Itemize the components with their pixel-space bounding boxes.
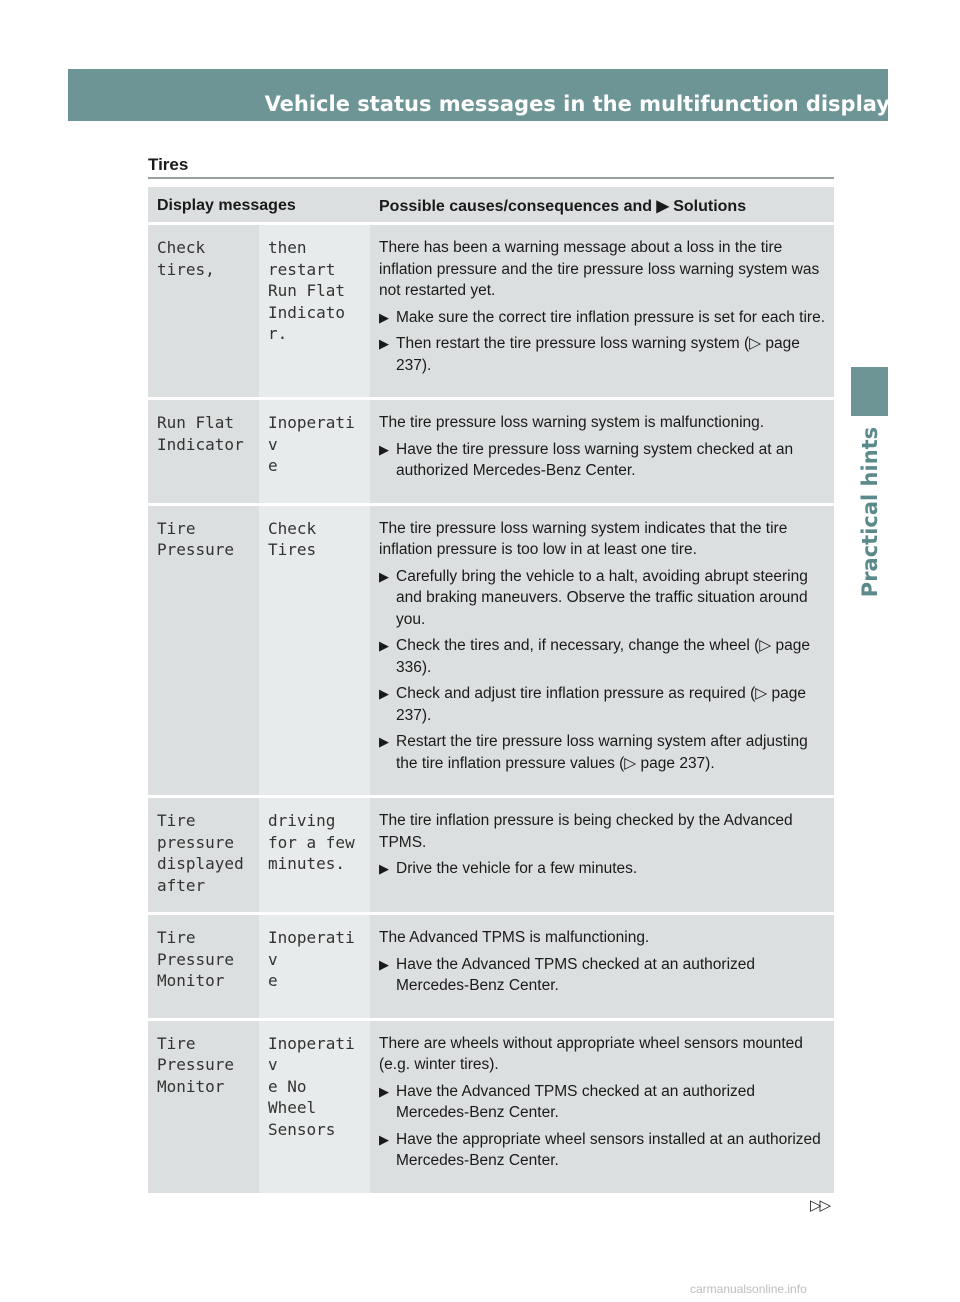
step-arrow-icon: ▶: [379, 861, 389, 876]
causes-solutions-cell: [370, 1019, 834, 1194]
display-message-text: Tire pressure displayed after: [157, 811, 244, 895]
side-section-label: [852, 424, 888, 599]
solution-step: [379, 439, 828, 482]
solution-step: [379, 566, 828, 631]
cause-text: There are wheels without appropriate wheel sensors mounted (e.g. winter tires).: [379, 1034, 803, 1073]
solution-step-text: Have the appropriate wheel sensors installed at an authorized Mercedes-Benz Center.: [396, 1130, 821, 1169]
step-arrow-icon: ▶: [379, 309, 389, 325]
display-message-line2: [259, 914, 370, 1020]
header-causes-solutions: Possible causes/consequences and ▶ Solutions: [370, 187, 834, 224]
step-arrow-icon: ▶: [379, 336, 389, 351]
continue-arrows-icon: ▷▷: [810, 1197, 830, 1214]
chapter-title: Vehicle status messages in the multifunction display: [264, 92, 890, 116]
display-message-text: driving for a few minutes.: [268, 811, 355, 873]
solution-step-text: Check the tires and, if necessary, change the wheel (▷ page 336).: [396, 637, 811, 676]
cause-text: The tire inflation pressure is being checked by the Advanced TPMS.: [379, 812, 793, 851]
display-message-text: Check Tires: [268, 518, 317, 559]
section-rule: [148, 177, 834, 179]
causes-solutions-cell: [370, 224, 834, 399]
solution-step: [379, 333, 828, 376]
causes-solutions-cell: [370, 399, 834, 505]
header-display-messages: Display messages: [148, 187, 370, 224]
step-arrow-icon: ▶: [379, 1131, 389, 1147]
watermark: carmanualsonline.info: [690, 1282, 807, 1296]
display-message-line1: [148, 399, 259, 505]
display-message-text: Tire Pressure Monitor: [157, 928, 235, 990]
display-message-line1: [148, 1019, 259, 1194]
causes-solutions-cell: [370, 914, 834, 1020]
display-message-text: Run Flat Indicator: [157, 413, 244, 454]
solution-step: [379, 635, 828, 678]
page-number: 297: [908, 92, 952, 116]
solution-step-text: Check and adjust tire inflation pressure as required (▷ page 237).: [396, 685, 806, 724]
solution-step-text: Drive the vehicle for a few minutes.: [396, 860, 638, 877]
causes-solutions-cell: [370, 797, 834, 914]
causes-solutions-cell: [370, 504, 834, 797]
display-message-line1: [148, 224, 259, 399]
table-row: [148, 504, 834, 797]
display-message-text: Inoperativ e No Wheel Sensors: [268, 1033, 355, 1139]
table-row: [148, 797, 834, 914]
cause-text: There has been a warning message about a loss in the tire inflation pressure and the tire pressure loss warning system was not restarted yet.: [379, 239, 820, 299]
solution-step: [379, 858, 828, 880]
solution-step-text: Have the Advanced TPMS checked at an authorized Mercedes-Benz Center.: [396, 955, 756, 994]
display-message-text: Inoperativ e: [268, 413, 355, 475]
step-arrow-icon: ▶: [379, 734, 389, 749]
display-message-line2: [259, 797, 370, 914]
display-message-line2: [259, 399, 370, 505]
table-row: [148, 224, 834, 399]
section-title: Tires: [148, 155, 189, 174]
solution-step: [379, 954, 828, 997]
cause-text: The tire pressure loss warning system indicates that the tire inflation pressure is too low in at least one tire.: [379, 519, 788, 558]
step-arrow-icon: ▶: [379, 1083, 389, 1099]
table-row: [148, 914, 834, 1020]
step-arrow-icon: ▶: [379, 638, 389, 653]
display-message-line2: [259, 504, 370, 797]
display-message-text: Tire Pressure Monitor: [157, 1033, 235, 1096]
side-tab-marker: [851, 367, 888, 416]
display-message-line1: [148, 504, 259, 797]
display-message-line2: [259, 224, 370, 399]
step-arrow-icon: ▶: [379, 686, 389, 701]
step-arrow-icon: ▶: [379, 568, 389, 584]
display-message-text: then restart Run Flat Indicator.: [268, 238, 346, 343]
display-message-line1: [148, 797, 259, 914]
display-message-text: Tire Pressure: [157, 518, 235, 559]
page-header: [68, 69, 952, 121]
header-divider: [899, 69, 901, 121]
messages-table: [148, 187, 834, 1196]
solution-step: [379, 1081, 828, 1124]
cause-text: The Advanced TPMS is malfunctioning.: [379, 929, 650, 946]
solution-step-text: Then restart the tire pressure loss warning system (▷ page 237).: [396, 335, 800, 374]
solution-step-text: Make sure the correct tire inflation pressure is set for each tire.: [396, 308, 826, 326]
solution-step-text: Have the Advanced TPMS checked at an authorized Mercedes-Benz Center.: [396, 1082, 756, 1121]
table-row: [148, 1019, 834, 1194]
display-message-text: Check tires,: [157, 238, 215, 279]
table-row: [148, 399, 834, 505]
side-label-text: Practical hints: [858, 426, 882, 598]
step-arrow-icon: ▶: [379, 441, 389, 457]
solution-step: [379, 731, 828, 774]
display-message-text: Inoperativ e: [268, 928, 355, 990]
solution-step-text: Restart the tire pressure loss warning system after adjusting the tire inflation pressure values (▷ page 237).: [396, 733, 808, 772]
solution-step-text: Have the tire pressure loss warning system checked at an authorized Mercedes-Benz Center.: [396, 440, 794, 479]
cause-text: The tire pressure loss warning system is malfunctioning.: [379, 414, 765, 431]
step-arrow-icon: ▶: [379, 956, 389, 972]
solution-step: [379, 307, 828, 329]
solution-step-text: Carefully bring the vehicle to a halt, avoiding abrupt steering and braking maneuvers. Observe the traffic situation around you.: [396, 567, 808, 628]
solution-step: [379, 683, 828, 726]
display-message-line1: [148, 914, 259, 1020]
display-message-line2: [259, 1019, 370, 1194]
solution-step: [379, 1129, 828, 1172]
table-header-row: [148, 187, 834, 224]
